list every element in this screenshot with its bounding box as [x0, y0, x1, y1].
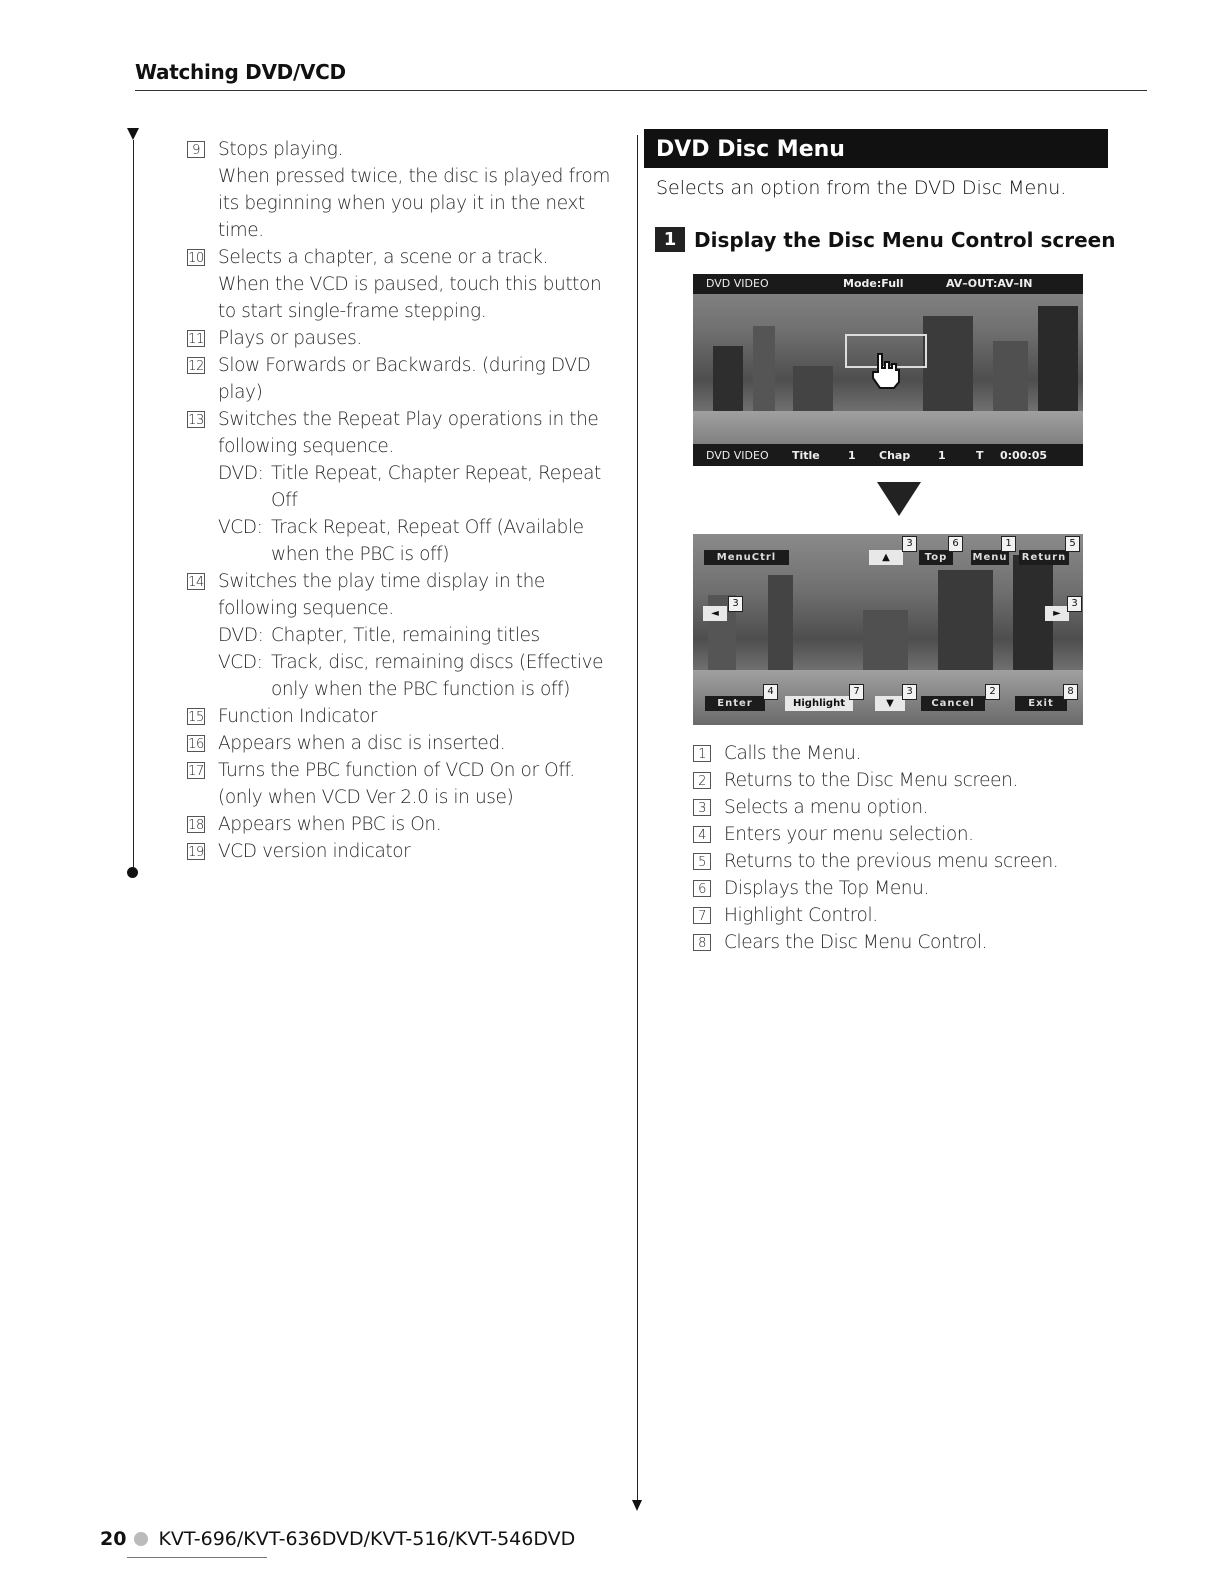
- item-number: 8: [693, 934, 711, 951]
- step-heading: [655, 227, 1115, 252]
- item-number: 13: [188, 413, 204, 428]
- list-item: [187, 757, 617, 811]
- chapter-label: Chap: [879, 449, 911, 462]
- top-menu-button[interactable]: Top: [919, 550, 953, 565]
- item-number: 3: [693, 799, 711, 816]
- item-number: 18: [188, 818, 204, 833]
- source-label: DVD VIDEO: [706, 277, 769, 290]
- model-numbers: KVT-696/KVT-636DVD/KVT-516/KVT-546DVD: [158, 1528, 576, 1550]
- section-title: DVD Disc Menu: [644, 129, 1108, 168]
- column-divider: [637, 135, 638, 1505]
- item-number: 14: [188, 575, 204, 590]
- list-item: [187, 325, 617, 352]
- list-item: [693, 929, 1113, 956]
- item-text: Plays or pauses.: [218, 328, 362, 349]
- list-item: [693, 848, 1113, 875]
- menu-button[interactable]: Menu: [972, 552, 1008, 563]
- continuation-arrow-icon: [127, 128, 139, 140]
- chapter-number: 1: [938, 449, 946, 462]
- list-item: [693, 821, 1113, 848]
- item-text: Highlight Control.: [724, 905, 878, 926]
- item-text: Appears when PBC is On.: [218, 814, 442, 835]
- item-number: 15: [188, 710, 204, 725]
- item-text: Displays the Top Menu.: [724, 878, 929, 899]
- sub-item-value: Track Repeat, Repeat Off (Available when the PBC is off): [271, 517, 584, 565]
- item-number: 11: [188, 332, 204, 347]
- item-number: 16: [188, 737, 204, 752]
- right-button[interactable]: ►: [1045, 606, 1069, 621]
- item-number: 2: [693, 772, 711, 789]
- osd-top-bar: [693, 274, 1083, 294]
- callout-tag: 8: [1063, 684, 1078, 700]
- list-item: [187, 730, 617, 757]
- list-item: [693, 740, 1113, 767]
- header-rule: [135, 90, 1147, 91]
- sub-item-label: DVD:: [218, 463, 264, 484]
- item-number: 17: [188, 764, 204, 779]
- play-time: 0:00:05: [1000, 449, 1048, 462]
- timeline-end-dot-icon: [127, 867, 138, 878]
- menu-ctrl-label: MenuCtrl: [704, 550, 789, 565]
- time-label: T: [976, 449, 984, 462]
- page-number: 20: [100, 1528, 127, 1550]
- callout-tag: 4: [763, 684, 778, 700]
- list-item: [187, 703, 617, 730]
- item-number: 19: [188, 845, 204, 860]
- item-number: 4: [693, 826, 711, 843]
- step-title: Display the Disc Menu Control screen: [694, 227, 1116, 252]
- item-text: Returns to the Disc Menu screen.: [724, 770, 1018, 791]
- callout-tag: 3: [1067, 596, 1082, 612]
- item-number: 1: [693, 745, 711, 762]
- osd-bottom-bar: [693, 444, 1083, 466]
- left-item-list: [187, 136, 617, 865]
- item-text: Appears when a disc is inserted.: [218, 733, 506, 754]
- list-item: [187, 568, 617, 703]
- callout-tag: 7: [849, 684, 864, 700]
- item-text: Enters your menu selection.: [724, 824, 974, 845]
- callout-tag: 5: [1065, 536, 1080, 552]
- item-text: Selects a menu option.: [724, 797, 929, 818]
- sub-item: [218, 649, 617, 703]
- callout-tag: 1: [1001, 536, 1016, 552]
- item-number: 6: [693, 880, 711, 897]
- list-item: [187, 406, 617, 568]
- page-footer: [100, 1528, 575, 1550]
- callout-tag: 2: [985, 684, 1000, 700]
- callout-tag: 3: [902, 536, 917, 552]
- list-item: [693, 875, 1113, 902]
- item-text: Selects a chapter, a scene or a track.: [218, 247, 548, 268]
- item-text: Slow Forwards or Backwards. (during DVD play): [218, 355, 591, 403]
- sub-item-label: DVD:: [218, 625, 264, 646]
- list-item: [693, 767, 1113, 794]
- item-text: Returns to the previous menu screen.: [724, 851, 1059, 872]
- sub-item-label: VCD:: [218, 652, 263, 673]
- item-text: Stops playing.: [218, 139, 343, 160]
- kenwood-logo-icon: [134, 1532, 148, 1546]
- mode-button[interactable]: Mode:Full: [843, 277, 904, 290]
- list-item: [187, 352, 617, 406]
- item-number: 5: [693, 853, 711, 870]
- up-button[interactable]: ▲: [869, 550, 903, 565]
- sub-item: [218, 514, 617, 568]
- right-item-list: [693, 740, 1113, 956]
- item-number: 10: [188, 251, 204, 266]
- item-text: When the VCD is paused, touch this button to start single-frame stepping.: [218, 274, 602, 322]
- down-button[interactable]: ▼: [875, 696, 905, 711]
- sub-item-label: VCD:: [218, 517, 263, 538]
- list-item: [187, 136, 617, 244]
- section-description: Selects an option from the DVD Disc Menu.: [656, 177, 1067, 199]
- item-number: 7: [693, 907, 711, 924]
- left-button[interactable]: ◄: [703, 606, 727, 621]
- item-text: Calls the Menu.: [724, 743, 861, 764]
- callout-tag: 6: [948, 536, 963, 552]
- list-item: [693, 794, 1113, 821]
- title-number: 1: [848, 449, 856, 462]
- item-text: When pressed twice, the disc is played from its beginning when you play it in the next time.: [218, 166, 610, 241]
- sub-item-value: Chapter, Title, remaining titles: [271, 625, 540, 646]
- sub-item: [218, 622, 617, 649]
- footer-rule: [127, 1557, 267, 1558]
- callout-tag: 3: [728, 596, 743, 612]
- sub-item-value: Track, disc, remaining discs (Effective only when the PBC function is off): [271, 652, 604, 700]
- item-number: 9: [187, 141, 205, 158]
- source-label: DVD VIDEO: [706, 449, 769, 462]
- list-item: [693, 902, 1113, 929]
- highlight-button[interactable]: Highlight: [785, 696, 853, 711]
- transition-arrow-icon: [877, 482, 921, 516]
- callout-tag: 3: [902, 684, 917, 700]
- item-number: 12: [188, 359, 204, 374]
- sub-item: [218, 460, 617, 514]
- playback-screen-image: [693, 274, 1083, 466]
- continue-down-arrow-icon: [632, 1500, 642, 1511]
- title-label: Title: [792, 449, 820, 462]
- return-button[interactable]: Return: [1019, 550, 1069, 565]
- disc-menu-control-screen-image: [693, 534, 1083, 725]
- enter-button[interactable]: Enter: [705, 696, 765, 711]
- sub-item-value: Title Repeat, Chapter Repeat, Repeat Off: [271, 463, 601, 511]
- av-out-button[interactable]: AV–OUT:AV–IN: [946, 277, 1033, 290]
- left-timeline: [133, 140, 134, 873]
- item-text: Clears the Disc Menu Control.: [724, 932, 988, 953]
- list-item: [187, 811, 617, 838]
- cancel-button[interactable]: Cancel: [921, 696, 985, 711]
- item-text: Function Indicator: [218, 706, 378, 727]
- item-text: Switches the play time display in the following sequence.: [218, 571, 545, 619]
- step-number: 1: [655, 227, 685, 252]
- item-text: Turns the PBC function of VCD On or Off. (only when VCD Ver 2.0 is in use): [218, 760, 575, 808]
- exit-button[interactable]: Exit: [1015, 696, 1067, 711]
- item-text: VCD version indicator: [218, 841, 411, 862]
- item-text: Switches the Repeat Play operations in the following sequence.: [218, 409, 599, 457]
- touch-hand-icon: [868, 350, 904, 390]
- list-item: [187, 838, 617, 865]
- list-item: [187, 244, 617, 325]
- page-header-title: Watching DVD/VCD: [135, 60, 346, 84]
